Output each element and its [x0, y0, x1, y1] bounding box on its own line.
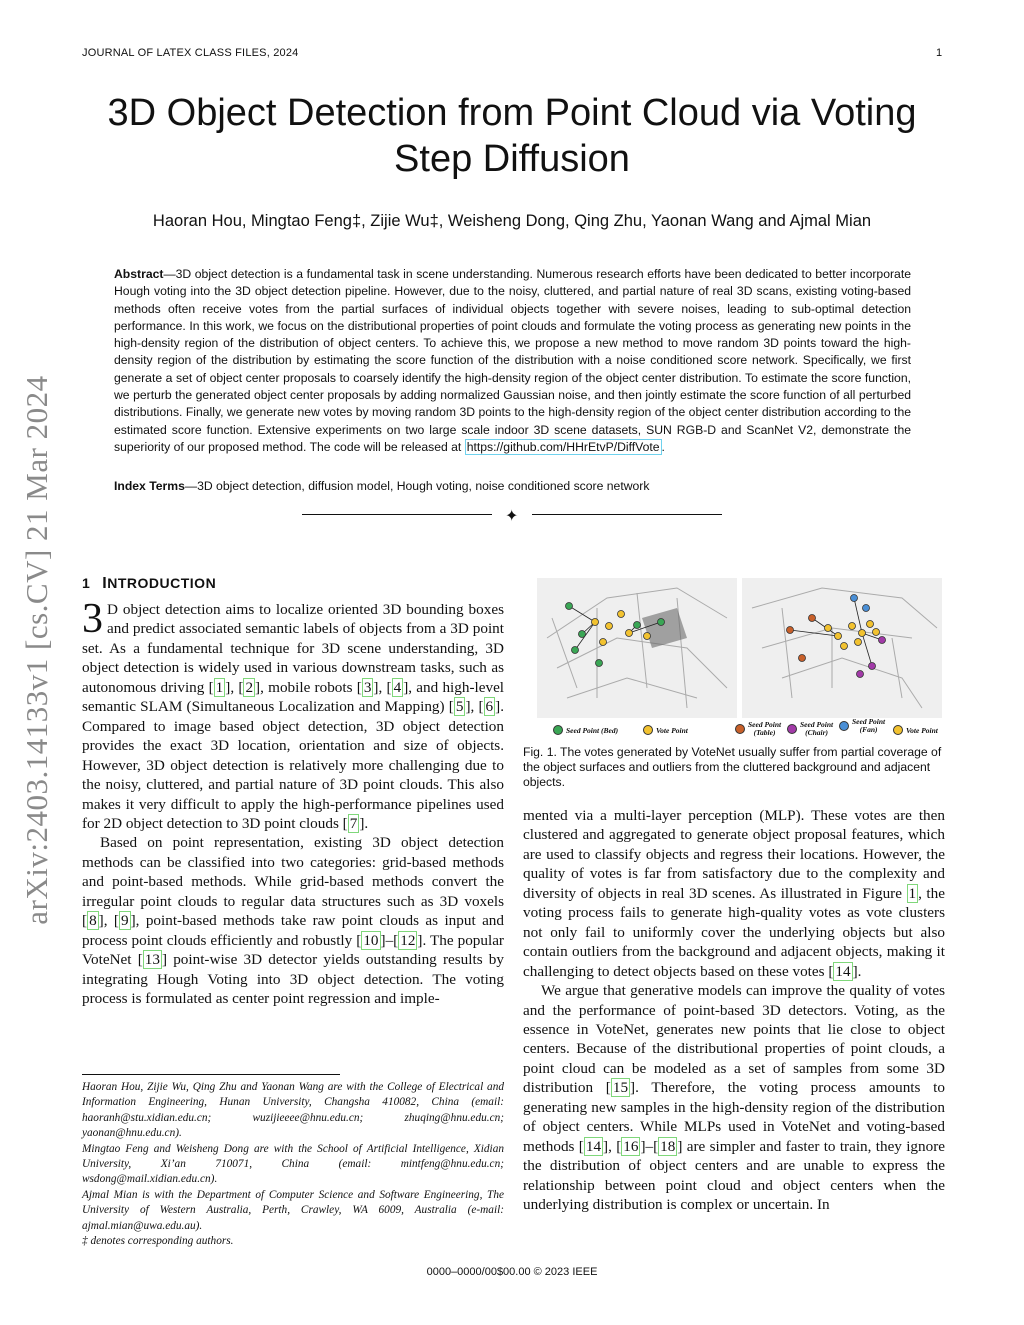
left-column	[82, 596, 505, 1009]
vote-point-swatch	[643, 725, 653, 735]
vote-point-swatch	[893, 725, 903, 735]
footnote: Mingtao Feng and Weisheng Dong are with the School of Artificial Intelligence, Xidian University, Xi’an 710071, China (email: mintfeng@hnu.edu.cn; wsdong@mail.xidian.edu.cn).	[82, 1142, 504, 1186]
citation-link[interactable]: 1	[215, 678, 224, 696]
legend-label: Seed Point (Bed)	[566, 725, 619, 735]
figure-legend-left	[537, 721, 737, 743]
citation-link[interactable]: 13	[144, 951, 160, 969]
footnote: Haoran Hou, Zijie Wu, Qing Zhu and Yaonan Wang are with the College of Electrical and Information Engineering, Hunan University, Changsha 410082, China (email: haoranh@stu.xidian.edu.cn; wuzijieeee@hnu.edu.cn; zhuqing@hnu.edu.cn; yaonan@hnu.edu.cn).	[82, 1081, 504, 1140]
citation-link[interactable]: 10	[363, 931, 379, 949]
legend-label: Vote Point	[656, 725, 688, 735]
citation-link[interactable]: 12	[400, 931, 416, 949]
abstract	[114, 266, 911, 456]
index-terms-text: —3D object detection, diffusion model, Hough voting, noise conditioned score network	[184, 479, 650, 493]
citation-link[interactable]: 2	[245, 678, 254, 696]
seed-fan-swatch	[839, 721, 849, 731]
abstract-label: Abstract	[114, 267, 164, 281]
citation-link[interactable]: 4	[393, 678, 402, 696]
dropcap: 3	[82, 596, 103, 642]
seed-chair-swatch	[787, 724, 797, 734]
footnotes	[82, 1080, 504, 1249]
citation-link[interactable]: 16	[623, 1137, 639, 1155]
arxiv-stamp-container	[12, 350, 62, 950]
citation-link[interactable]: 5	[455, 698, 464, 716]
seed-table-swatch	[735, 724, 745, 734]
legend-label: Seed Point	[748, 720, 782, 729]
right-paragraph-1: mented via a multi-layer perception (MLP). These votes are then clustered and aggregated to generate object proposal features, which are used to classify objects and regress their locations. However, the quality of votes is far from satisfactory due to the complexity and diversity of objects in real 3D scenes. As illustrated in Figure 1 , the voting process fails to generate high-quality votes as vote clusters not only fail to uniformly cover the underlying objects but also contain outliers from the background and adjacent objects, making it challenging to detect objects based on these votes [ 14 ].	[523, 807, 945, 980]
section-title: INTRODUCTION	[102, 575, 217, 592]
citation-link[interactable]: 7	[349, 814, 358, 832]
table-scene-illustration	[742, 578, 942, 718]
right-column	[523, 806, 945, 1215]
page-number: 1	[936, 47, 943, 59]
section-heading	[82, 575, 216, 593]
intro-paragraph-2: Based on point representation, existing 3D object detection methods can be classified into two categories: grid-based methods and point-based methods. While grid-based methods convert the irregular point clouds to regular data structures such as 3D voxels [ 8 ], [ 9 ], point-based methods take raw point clouds as input and process point clouds efficiently and robustly [ 10 ]–[ 12 ]. The popular VoteNet [ 13 ] point-wise 3D detector yields outstanding results by integrating Hough Voting into 3D object detection. The voting process is formulated as center point regression and imple-	[82, 834, 504, 1008]
footnote: Ajmal Mian is with the Department of Computer Science and Software Engineering, The University of Western Australia, Perth, Crawley, WA 6009, Australia (e-mail: ajmal.mian@uwa.edu.au).	[82, 1188, 504, 1232]
author-list: Haoran Hou, Mingtao Feng‡, Zijie Wu‡, Weisheng Dong, Qing Zhu, Yaonan Wang and Ajmal Mian	[152, 212, 872, 230]
abstract-end: .	[661, 439, 665, 454]
index-terms	[114, 479, 911, 493]
abstract-text: —3D object detection is a fundamental task in scene understanding. Numerous research efforts have been dedicated to better incorporate Hough voting into the 3D object detection pipeline. However, due to the noisy, cluttered, and partial nature of real 3D scans, existing voting-based methods often receive votes from the partial surfaces of individual objects together with severe noises, leading to sub-optimal detection performance. In this work, we focus on the distributional properties of point clouds and formulate the voting process as generating new points in the high-density region of the distribution of object centers. To achieve this, we propose a new method to move random 3D points toward the high-density region of the distribution by estimating the score function of the distribution with a noise conditioned score network. Specifically, we first generate a set of object center proposals to coarsely identify the high-density region of the object center distribution. To estimate the score function, we perturb the generated object center proposals by adding normalized Gaussian noise, and then jointly estimate the score function of all perturbed distributions. Finally, we generate new votes by moving random 3D points to the high-density region of the object center distribution according to the estimated score function. Extensive experiments on two large scale indoor 3D scene datasets, SUN RGB-D and ScanNet V2, demonstrate the superiority of our proposed method. The code will be released at	[114, 267, 911, 454]
legend-label: (Fan)	[859, 725, 878, 734]
figure-1	[523, 578, 945, 744]
footnote-rule	[82, 1074, 340, 1075]
section-divider	[302, 508, 722, 525]
legend-label: (Chair)	[805, 728, 829, 737]
citation-link[interactable]: 15	[612, 1079, 629, 1097]
page-footer: 0000–0000/00$00.00 © 2023 IEEE	[426, 1266, 598, 1278]
citation-link[interactable]: 14	[585, 1137, 602, 1155]
figure-ref-link[interactable]: 1	[908, 884, 917, 902]
citation-link[interactable]: 14	[835, 962, 851, 980]
seed-bed-swatch	[553, 725, 563, 735]
citation-link[interactable]: 6	[485, 698, 494, 716]
section-number: 1	[82, 575, 91, 591]
right-paragraph-2: We argue that generative models can improve the quality of votes and the performance of point-based 3D detectors. Voting, as the essence in VoteNet, generates new points that lie close to object centers. Because of the distributional properties of point clouds, a point cloud can be modeled as a set of samples from some 3D distribution [ 15 ]. Therefore, the voting process amounts to generating new samples in the high-density region of the distribution of object centers. While MLPs used in VoteNet and voting-based methods [ 14 ], [ 16 ]–[ 18 ] are simpler and faster to train, they ignore the distribution of object centers and are unable to express the relationship between point cloud and object centers when the underlying distribution is complex or uncertain. In	[523, 982, 946, 1214]
figure-caption: Fig. 1. The votes generated by VoteNet usually suffer from partial coverage of the object surfaces and outliers from the cluttered background and adjacent objects.	[523, 745, 942, 790]
legend-label: (Table)	[753, 728, 776, 737]
arxiv-stamp: arXiv:2403.14133v1 [cs.CV] 21 Mar 2024	[19, 375, 54, 925]
citation-link[interactable]: 3	[363, 678, 372, 696]
legend-label: Seed Point	[852, 717, 886, 726]
figure-panel-bed	[537, 578, 737, 718]
index-terms-label: Index Terms	[114, 479, 185, 493]
divider-diamond-icon: ✦	[505, 508, 519, 525]
citation-link[interactable]: 9	[120, 912, 129, 930]
bed-scene-illustration	[537, 578, 737, 718]
legend-label: Vote Point	[906, 725, 938, 735]
figure-panel-table	[742, 578, 942, 718]
legend-label: Seed Point	[800, 720, 834, 729]
code-link[interactable]: https://github.com/HHrEtvP/DiffVote	[466, 439, 660, 454]
footnote: ‡ denotes corresponding authors.	[82, 1235, 234, 1248]
citation-link[interactable]: 18	[660, 1137, 676, 1155]
figure-legend-right	[735, 717, 947, 743]
citation-link[interactable]: 8	[89, 912, 97, 930]
paper-title: 3D Object Detection from Point Cloud via Voting Step Diffusion	[107, 92, 917, 180]
running-header: JOURNAL OF LATEX CLASS FILES, 2024	[82, 47, 299, 59]
intro-paragraph-1: 3 D object detection aims to localize oriented 3D bounding boxes and predict associated semantic labels of objects from a 3D point set. As a fundamental technique for 3D scene understanding, 3D object detection is widely used in various downstream tasks, such as autonomous driving [ 1 ], [ 2 ], mobile robots [ 3 ], [ 4 ], and high-level semantic SLAM (Simultaneous Localization and Mapping) [ 5 ], [ 6 ]. Compared to image based object detection, 3D object detection provides the exact 3D location, orientation and size of objects. However, 3D object detection is relatively more challenging due to the noisy, cluttered, and partial nature of 3D point clouds. This also makes it very difficult to apply the high-performance pipelines used for 2D object detection to 3D point clouds [ 7 ].	[82, 596, 505, 832]
